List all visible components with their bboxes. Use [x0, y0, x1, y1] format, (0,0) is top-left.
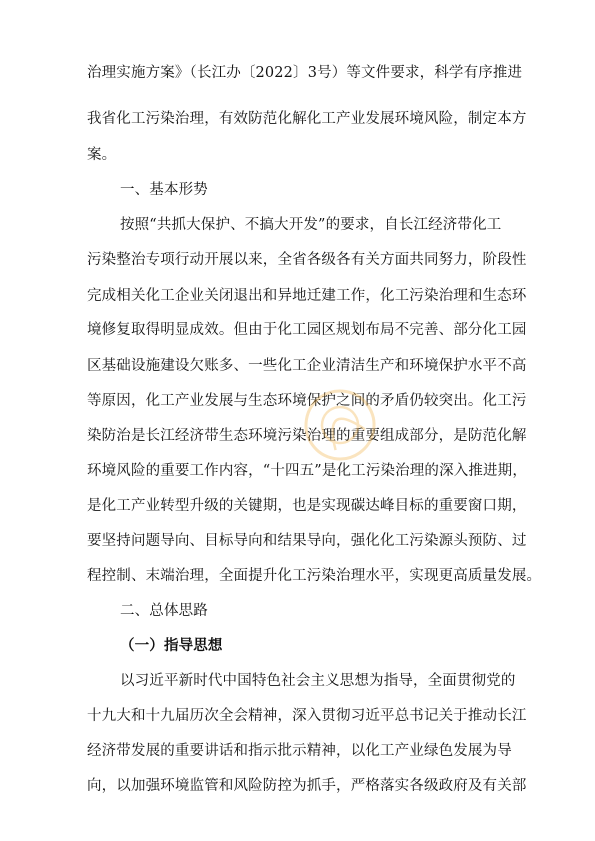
text-line-8: 境修复取得明显成效。但由于化工园区规划布局不完善、部分化工园 — [87, 322, 527, 338]
text-line-11: 染防治是长江经济带生态环境污染治理的重要组成部分，是防范化解 — [87, 428, 527, 444]
text-line-14: 要坚持问题导向、目标导向和结果导向，强化化工污染源头预防、过 — [87, 533, 527, 549]
text-line-21: 向，以加强环境监管和风险防控为抓手，严格落实各级政府及有关部 — [87, 778, 527, 794]
text-line-3: 案。 — [87, 147, 117, 163]
text-line-19: 十九大和十九届历次全会精神，深入贯彻习近平总书记关于推动长江 — [87, 708, 527, 724]
text-line-10: 等原因，化工产业发展与生态环境保护之间的矛盾仍较突出。化工污 — [87, 393, 527, 409]
text-line-12: 环境风险的重要工作内容，“十四五”是化工污染治理的深入推进期， — [87, 463, 527, 479]
text-line-9: 区基础设施建设欠账多、一些化工企业清洁生产和环境保护水平不高 — [87, 358, 527, 374]
section-heading-2: 二、总体思路 — [120, 603, 208, 619]
text-line-13: 是化工产业转型升级的关键期，也是实现碳达峰目标的重要窗口期， — [87, 498, 527, 514]
text-line-18: 以习近平新时代中国特色社会主义思想为指导，全面贯彻党的 — [120, 673, 516, 689]
text-line-20: 经济带发展的重要讲话和指示批示精神，以化工产业绿色发展为导 — [87, 743, 512, 759]
text-line-15: 程控制、末端治理，全面提升化工污染治理水平，实现更高质量发展。 — [87, 568, 542, 584]
text-line-5: 按照“共抓大保护、不搞大开发”的要求，自长江经济带化工 — [120, 217, 502, 233]
text-line-6: 污染整治专项行动开展以来，全省各级各有关方面共同努力，阶段性 — [87, 252, 527, 268]
subsection-heading-1: （一）指导思想 — [120, 638, 223, 654]
section-heading-1: 一、基本形势 — [120, 182, 208, 198]
text-line-1: 治理实施方案》（长江办〔2022〕3号）等文件要求，科学有序推进 — [87, 65, 523, 81]
text-line-2: 我省化工污染治理，有效防范化解化工产业发展环境风险，制定本方 — [87, 111, 527, 127]
text-line-7: 完成相关化工企业关闭退出和异地迁建工作，化工污染治理和生态环 — [87, 288, 527, 304]
